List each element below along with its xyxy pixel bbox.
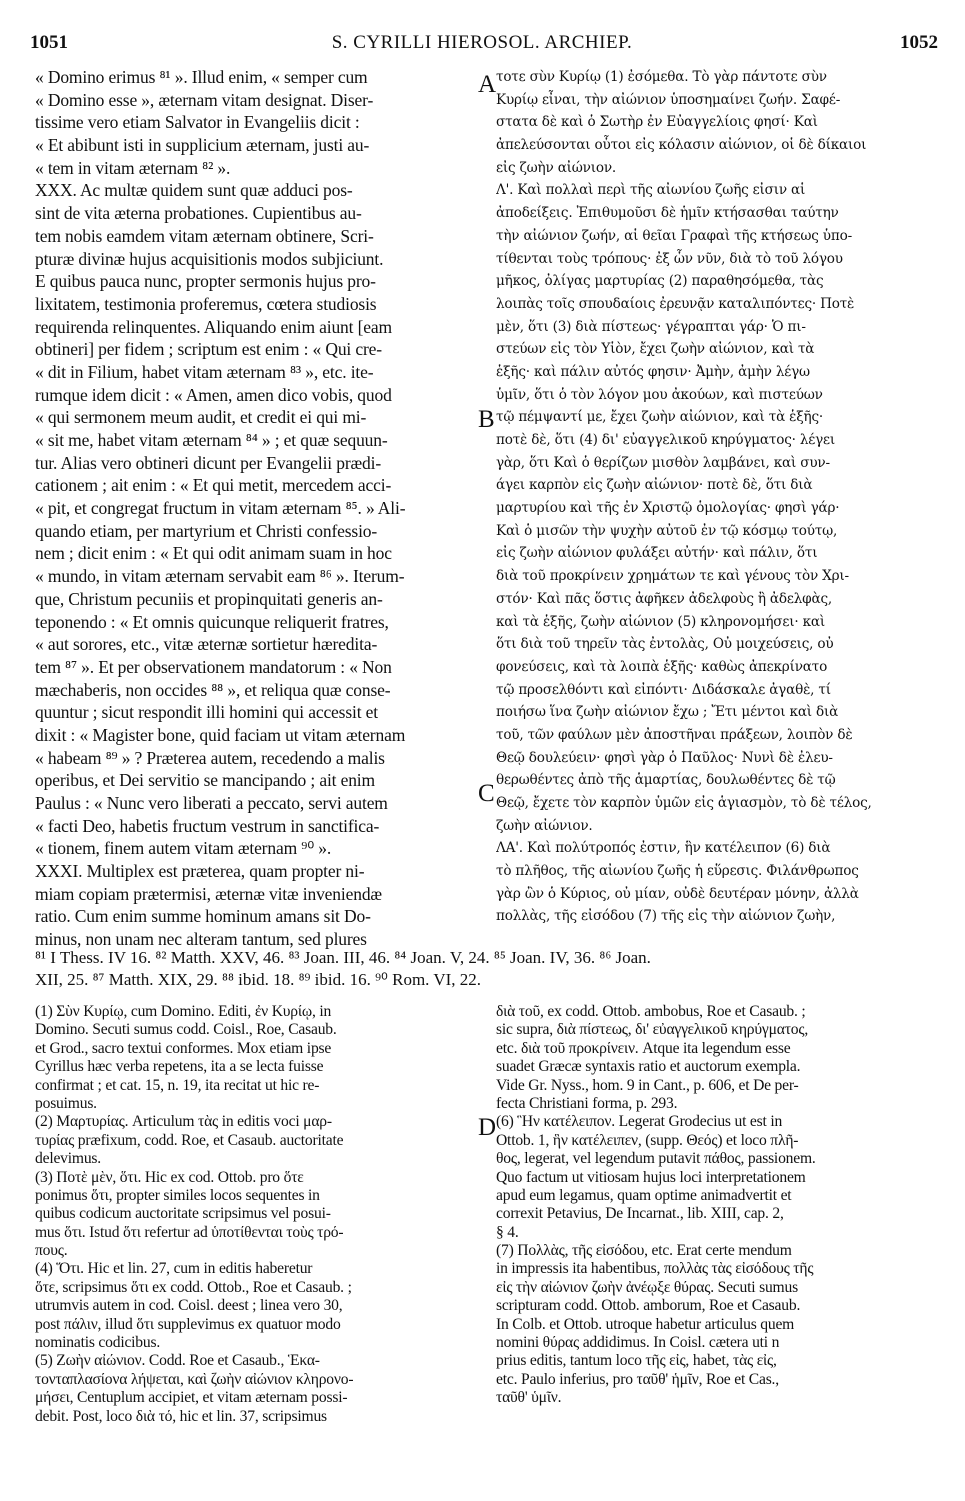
greek-text-line: Καὶ ὁ μισῶν τὴν ψυχὴν αὐτοῦ ἐν τῷ κόσμῳ τούτῳ, [496, 522, 838, 539]
footnote-line: § 4. [496, 1223, 519, 1241]
greek-text-line: άγει καρπὸν εἰς ζωὴν αἰώνιον· ποτὲ δὲ, ὅτι διὰ [496, 477, 813, 494]
latin-text-line: « habeam ⁸⁹ » ? Præterea autem, recedendo a malis [35, 747, 385, 768]
greek-text-line: εἰς ζωὴν αἰώνιον. [496, 159, 617, 176]
footnote-line: etc. διὰ τοῦ προκρίνειν. Atque ita legendum esse [496, 1039, 791, 1057]
latin-text-line: « dit in Filium, habet vitam æternam ⁸³ », etc. ite- [35, 361, 374, 382]
footnotes-right-column [496, 1003, 936, 1408]
footnote-line: debit. Post, loco διὰ τό, hic et lin. 37, scripsimus [35, 1407, 327, 1425]
greek-text-line: ΛΑ'. Καὶ πολύτροπός ἐστιν, ἣν κατέλειπον (6) διὰ [496, 840, 831, 857]
greek-text-line: στατα δὲ καὶ ὁ Σωτὴρ ἐν Εὐαγγελίοις φησί· Καὶ [496, 114, 818, 131]
footnote-line: ὅτε, scripsimus ὅτι ex codd. Ottob., Roe et Casaub. ; [35, 1278, 352, 1296]
greek-text-line: ἑξῆς· καὶ πάλιν αὐτός φησιν· Ἀμὴν, ἀμὴν λέγω [496, 363, 810, 380]
footnote-line: Quo factum ut vitiosam hujus loci interpretationem [496, 1168, 806, 1186]
latin-text-line: requirenda relinquentes. Aliquando enim aiunt [eam [35, 316, 392, 337]
greek-text-line: ποτὲ δὲ, ὅτι (4) δι' εὐαγγελικοῦ κηρύγματος· λέγει [496, 432, 836, 448]
footnote-line: utrumvis autem in cod. Coisl. deest ; linea vero 30, [35, 1297, 343, 1315]
greek-text-line: τοῦ, τῶν φαύλων μὲν ἀποστῆναι πράξεων, λοιπὸν δὲ [496, 726, 853, 743]
footnote-line: τυρίας præfixum, codd. Roe, et Casaub. auctoritate [35, 1131, 344, 1149]
footnote-line: sic supra, διὰ πίστεως, δι' εὐαγγελικοῦ κηρύγματος, [496, 1021, 809, 1039]
greek-text-line: τὴν αἰώνιον ζωήν, αἱ θεῖαι Γραφαὶ τῆς κτήσεως ὑπο- [496, 227, 852, 244]
greek-text-line: τίθενται τοὺς τρόπους· ἐξ ὧν νῦν, διὰ τὸ τοῦ λόγου [496, 250, 843, 267]
greek-text-line: Θεῷ δουλεύειν· φησὶ γὰρ ὁ Παῦλος· Νυνὶ δὲ ἐλευ- [496, 749, 833, 766]
latin-text-line: miam copiam prætermisi, æternæ vitæ inveniendæ [35, 883, 382, 904]
footnote-line: suadet Græcæ syntaxis ratio et auctorum exempla. [496, 1058, 801, 1076]
greek-text-line: στόν· Καὶ πᾶς ὅστις ἀφῆκεν ἀδελφοὺς ἢ ἀδελφὰς, [496, 590, 832, 607]
greek-text-line: ζωὴν αἰώνιον. [496, 817, 593, 834]
footnote-line: fecta Christiani forma, p. 293. [496, 1094, 678, 1112]
latin-text-line: « Domino erimus ⁸¹ ». Illud enim, « semper cum [35, 67, 368, 87]
footnote-line: Domino. Secuti sumus codd. Coisl., Roe, Casaub. [35, 1021, 337, 1039]
greek-text-line: διὰ τοῦ προκρίνειν χρημάτων τε καὶ γένους τὸν Χρι- [496, 568, 849, 585]
latin-text-line: que, Christum pecuniis et propinquitati generis an- [35, 588, 383, 609]
reference-line: ⁸¹ I Thess. IV 16. ⁸² Matth. XXV, 46. ⁸³ Joan. III, 46. ⁸⁴ Joan. V, 24. ⁸⁵ Joan. IV, 36. ⁸⁶ Joan. [35, 948, 651, 967]
latin-column [35, 66, 475, 951]
latin-text-line: sint de vita æterna probationes. Cupientibus au- [35, 203, 362, 224]
footnote-line: delevimus. [35, 1150, 101, 1168]
latin-text-line: XXX. Ac multæ quidem sunt quæ adduci pos- [35, 180, 353, 201]
latin-text-line: « Domino esse », æternam vitam designat. Diser- [35, 89, 374, 110]
greek-text-line: ποιήσω ἵνα ζωὴν αἰώνιον ἔχω ; Ἔτι μέντοι καὶ διὰ [496, 704, 839, 721]
footnote-line: apud eum legamus, quam optime animadvertit et [496, 1186, 792, 1204]
greek-text-line: καὶ τὰ ἑξῆς, ζωὴν αἰώνιον (5) κληρονομήσει· καὶ [496, 613, 826, 630]
latin-text-line: tem ⁸⁷ ». Et per observationem mandatorum : « Non [35, 656, 392, 677]
footnote-line: nomini θύρας addidimus. In Coisl. cætera uti n [496, 1334, 780, 1352]
greek-text-line: γὰρ, ὅτι Καὶ ὁ θερίζων μισθὸν λαμβάνει, καὶ συν- [496, 454, 830, 471]
latin-text-line: quuntur ; sicut respondit illi homini qui accessit et [35, 702, 378, 723]
footnote-line: in impressis ita habentibus, πολλὰς τὰς εἰσόδους τῆς [496, 1260, 814, 1278]
greek-text-line: στεύων εἰς τὸν Υἱὸν, ἔχει ζωὴν αἰώνιον, καὶ τὰ [496, 341, 815, 358]
footnote-line: Ottob. 1, ἣν κατέλειπεν, (supp. Θεός) et loco πλῆ- [496, 1131, 799, 1149]
footnote-line: correxit Petavius, De Incarnat., lib. XIII, cap. 2, [496, 1205, 784, 1223]
footnote-line: θος, legerat, vel legendum putavit πάθος, passionem. [496, 1150, 816, 1168]
latin-text-line: operibus, et Dei servitio se mancipando ; ait enim [35, 770, 375, 791]
greek-text-line: θερωθέντες ἀπὸ τῆς ἁμαρτίας, δουλωθέντες δὲ τῷ [496, 772, 836, 789]
greek-text-line: τῷ πέμψαντί με, ἔχει ζωὴν αἰώνιον, καὶ τὰ ἑξῆς· [496, 409, 824, 426]
greek-text-line: ἀποδείξεις. Ἐπιθυμοῦσι δὲ ἡμῖν κτήσασθαι ταύτην [496, 205, 839, 222]
footnote-line: πους. [35, 1242, 68, 1260]
footnotes-left-column [35, 1003, 475, 1426]
greek-text-line: Λ'. Καὶ πολλαὶ περὶ τῆς αἰωνίου ζωῆς εἰσιν αἱ [496, 182, 806, 199]
footnote-line: confirmat ; et cat. 15, n. 19, ita recitat ut hic re- [35, 1076, 320, 1094]
latin-text-line: pturæ divinæ hujus acquisitionis modos subjiciunt. [35, 248, 384, 269]
footnote-line: μήσει, Centuplum accipiet, et vitam æternam possi- [35, 1389, 348, 1407]
footnote-line: (3) Ποτὲ μὲν, ὅτι. Hic ex cod. Ottob. pro ὅτε [35, 1168, 304, 1186]
latin-text-line: « mundo, in vitam æternam servabit eam ⁸⁶ ». Iterum- [35, 566, 405, 587]
footnote-line: et Grod., sacro textui conformes. Mox etiam ipse [35, 1039, 332, 1057]
scripture-references [35, 947, 940, 991]
footnote-line: mus ὅτι. Istud ὅτι refertur ad ὑποτίθενται τοὺς τρό- [35, 1223, 344, 1241]
latin-text-line: rumque idem dicit : « Amen, amen dico vobis, quod [35, 384, 392, 405]
running-title: S. CYRILLI HIEROSOL. ARCHIEP. [331, 32, 633, 53]
latin-text-line: « tem in vitam æternam ⁸² ». [35, 157, 231, 178]
latin-text-line: cationem ; ait enim : « Et qui metit, mercedem acci- [35, 475, 392, 496]
footnote-line: (7) Πολλὰς, τῆς εἰσόδου, etc. Erat certe mendum [496, 1242, 792, 1260]
reference-line: XII, 25. ⁸⁷ Matth. XIX, 29. ⁸⁸ ibid. 18. ⁸⁹ ibid. 16. ⁹⁰ Rom. VI, 22. [35, 970, 482, 989]
greek-text-line: ἀπελεύσονται οὗτοι εἰς κόλασιν αἰώνιον, οἱ δὲ δίκαιοι [496, 137, 867, 154]
footnote-line: διὰ τοῦ, ex codd. Ottob. ambobus, Roe et Casaub. ; [496, 1003, 806, 1020]
latin-text-line: lixitatem, testimonia proferemus, cœtera studiosis [35, 293, 377, 314]
section-marker-a: A [478, 71, 497, 98]
latin-text-line: Paulus : « Nunc vero liberati a peccato, servi autem [35, 793, 388, 813]
latin-text-line: ratio. Cum enim summe hominum amans sit Do- [35, 906, 371, 927]
latin-text-line: tissime vero etiam Salvator in Evangeliis dicit : [35, 112, 360, 133]
footnote-line: posuimus. [35, 1094, 97, 1112]
footnote-line: scripturam codd. Ottob. amborum, Roe et Casaub. [496, 1297, 801, 1315]
latin-text-line: quando etiam, per martyrium et Christi confessio- [35, 520, 378, 541]
latin-text-line: « sit me, habet vitam æternam ⁸⁴ » ; et quæ sequun- [35, 430, 388, 450]
page-number-right: 1052 [900, 32, 938, 53]
greek-text-line: πολλὰς, τῆς εἰσόδου (7) τῆς εἰς τὴν αἰώνιον ζωὴν, [496, 908, 836, 925]
greek-text-line: ὅτι διὰ τοῦ τηρεῖν τὰς ἐντολὰς, Οὐ μοιχεύσεις, οὐ [496, 636, 834, 653]
section-marker-d: D [478, 1114, 497, 1141]
footnote-line: ταῦθ' ὑμῖν. [496, 1389, 562, 1407]
latin-text-line: obtineri] per fidem ; scriptum est enim : « Qui cre- [35, 339, 382, 360]
footnote-line: nominatis codicibus. [35, 1334, 161, 1352]
section-marker-c: C [478, 780, 495, 807]
greek-text-line: μὲν, ὅτι (3) διὰ πίστεως· γέγραπται γάρ· Ὁ πι- [496, 318, 806, 335]
footnote-line: In Colb. et Ottob. utroque habetur articulus quem [496, 1315, 795, 1333]
latin-text-line: « facti Deo, habetis fructum vestrum in sanctifica- [35, 815, 380, 836]
latin-text-line: XXXI. Multiplex est præterea, quam propter ni- [35, 861, 365, 882]
greek-text-line: ὑμῖν, ὅτι ὁ τὸν λόγον μου ἀκούων, καὶ πιστεύων [496, 386, 823, 403]
greek-text-line: Θεῷ, ἔχετε τὸν καρπὸν ὑμῶν εἰς ἁγιασμὸν, τὸ δὲ τέλος, [496, 795, 872, 811]
latin-text-line: « Et abibunt isti in supplicium æternam, justi au- [35, 135, 370, 156]
greek-text-line: γὰρ ὢν ὁ Κύριος, οὐ μίαν, οὐδὲ δευτέραν μόνην, ἀλλὰ [496, 885, 859, 902]
footnote-line: (1) Σὺν Κυρίῳ, cum Domino. Editi, ἐν Κυρίῳ, in [35, 1003, 332, 1020]
greek-text-line: Κυρίῳ εἶναι, τὴν αἰώνιον ὑποσημαίνει ζωήν. Σαφέ- [496, 91, 841, 108]
greek-text-line: λοιπὰς τοῖς σπουδαίοις ἐρευνᾷν καταλιπόντες· Ποτὲ [496, 295, 855, 312]
footnote-line: etc. Paulo inferius, pro ταῦθ' ἡμῖν, Roe et Cas., [496, 1370, 779, 1388]
greek-text-line: μαρτυρίου καὶ τῆς ἐν Χριστῷ ὁμολογίας· φησὶ γάρ· [496, 500, 840, 517]
footnote-line: (6) Ἣν κατέλειπον. Legerat Grodecius ut est in [496, 1113, 783, 1131]
page-header [26, 30, 938, 60]
latin-text-line: « pit, et congregat fructum in vitam æternam ⁸⁵. » Ali- [35, 498, 406, 519]
greek-text-line: τοτε σὺν Κυρίῳ (1) ἐσόμεθα. Τὸ γὰρ πάντοτε σὺν [496, 69, 827, 85]
footnote-line: post πάλιν, illud ὅτι supplevimus ex quatuor modo [35, 1315, 341, 1333]
footnote-line: prius editis, tantum loco τῆς εἰς, habet, τὰς εἰς, [496, 1352, 777, 1370]
latin-text-line: dixit : « Magister bone, quid faciam ut vitam æternam [35, 724, 406, 745]
latin-text-line: « tionem, finem autem vitam æternam ⁹⁰ ». [35, 838, 332, 859]
greek-text-line: τῷ προσελθόντι καὶ εἰπόντι· Διδάσκαλε ἀγαθὲ, τί [496, 681, 831, 698]
footnote-line: (2) Μαρτυρίας. Articulum τὰς in editis voci μαρ- [35, 1113, 332, 1131]
latin-text-line: nem ; dicit enim : « Et qui odit animam suam in hoc [35, 543, 392, 564]
footnote-line: quibus codicum auctoritate scripsimus vel posui- [35, 1205, 331, 1223]
greek-column [496, 66, 936, 928]
greek-text-line: τὸ πλῆθος, τῆς αἰωνίου ζωῆς ἡ εὕρεσις. Φιλάνθρωπος [496, 863, 859, 880]
footnote-line: ponimus ὅτι, propter similes locos sequentes in [35, 1186, 320, 1204]
greek-text-line: μῆκος, ὀλίγας μαρτυρίας (2) παραθησόμεθα, τὰς [496, 273, 824, 290]
footnote-line: (5) Ζωὴν αἰώνιον. Codd. Roe et Casaub., Ἑκα- [35, 1352, 320, 1370]
footnote-line: Vide Gr. Nyss., hom. 9 in Cant., p. 606, et De per- [496, 1076, 799, 1094]
greek-text-line: φονεύσεις, καὶ τὰ λοιπὰ ἑξῆς· καθὼς ἀπεκρίνατο [496, 658, 828, 675]
greek-text-line: εἰς ζωὴν αἰώνιον φυλάξει αὐτήν· καὶ πάλιν, ὅτι [496, 545, 818, 562]
latin-text-line: tur. Alias vero obtineri dicunt per Evangelii prædi- [35, 452, 382, 473]
page-number-left: 1051 [30, 32, 68, 53]
latin-text-line: minus, non unam nec alteram tantum, sed plures [35, 929, 367, 950]
section-marker-b: B [478, 406, 495, 433]
footnote-line: Cyrillus hæc verba repetens, ita a se lecta fuisse [35, 1058, 324, 1076]
latin-text-line: E quibus pauca nunc, propter sermonis hujus pro- [35, 271, 376, 292]
latin-text-line: teponendo : « Et omnis quicunque reliquerit fratres, [35, 611, 389, 632]
latin-text-line: tem nobis eamdem vitam æternam obtinere, Scri- [35, 225, 374, 246]
footnote-line: τονταπλασίονα λήψεται, καὶ ζωὴν αἰώνιον κληρονο- [35, 1370, 354, 1388]
latin-text-line: « aut sorores, etc., vitæ æternæ sortietur hæredita- [35, 634, 378, 655]
footnote-line: (4) Ὅτι. Hic et lin. 27, cum in editis haberetur [35, 1260, 313, 1278]
latin-text-line: « qui sermonem meum audit, et credit ei qui mi- [35, 407, 367, 428]
latin-text-line: mæchaberis, non occides ⁸⁸ », et reliqua quæ conse- [35, 679, 391, 700]
footnote-line: εἰς τὴν αἰώνιον ζωὴν ἀνέῳξε θύρας. Secuti sumus [496, 1278, 798, 1296]
